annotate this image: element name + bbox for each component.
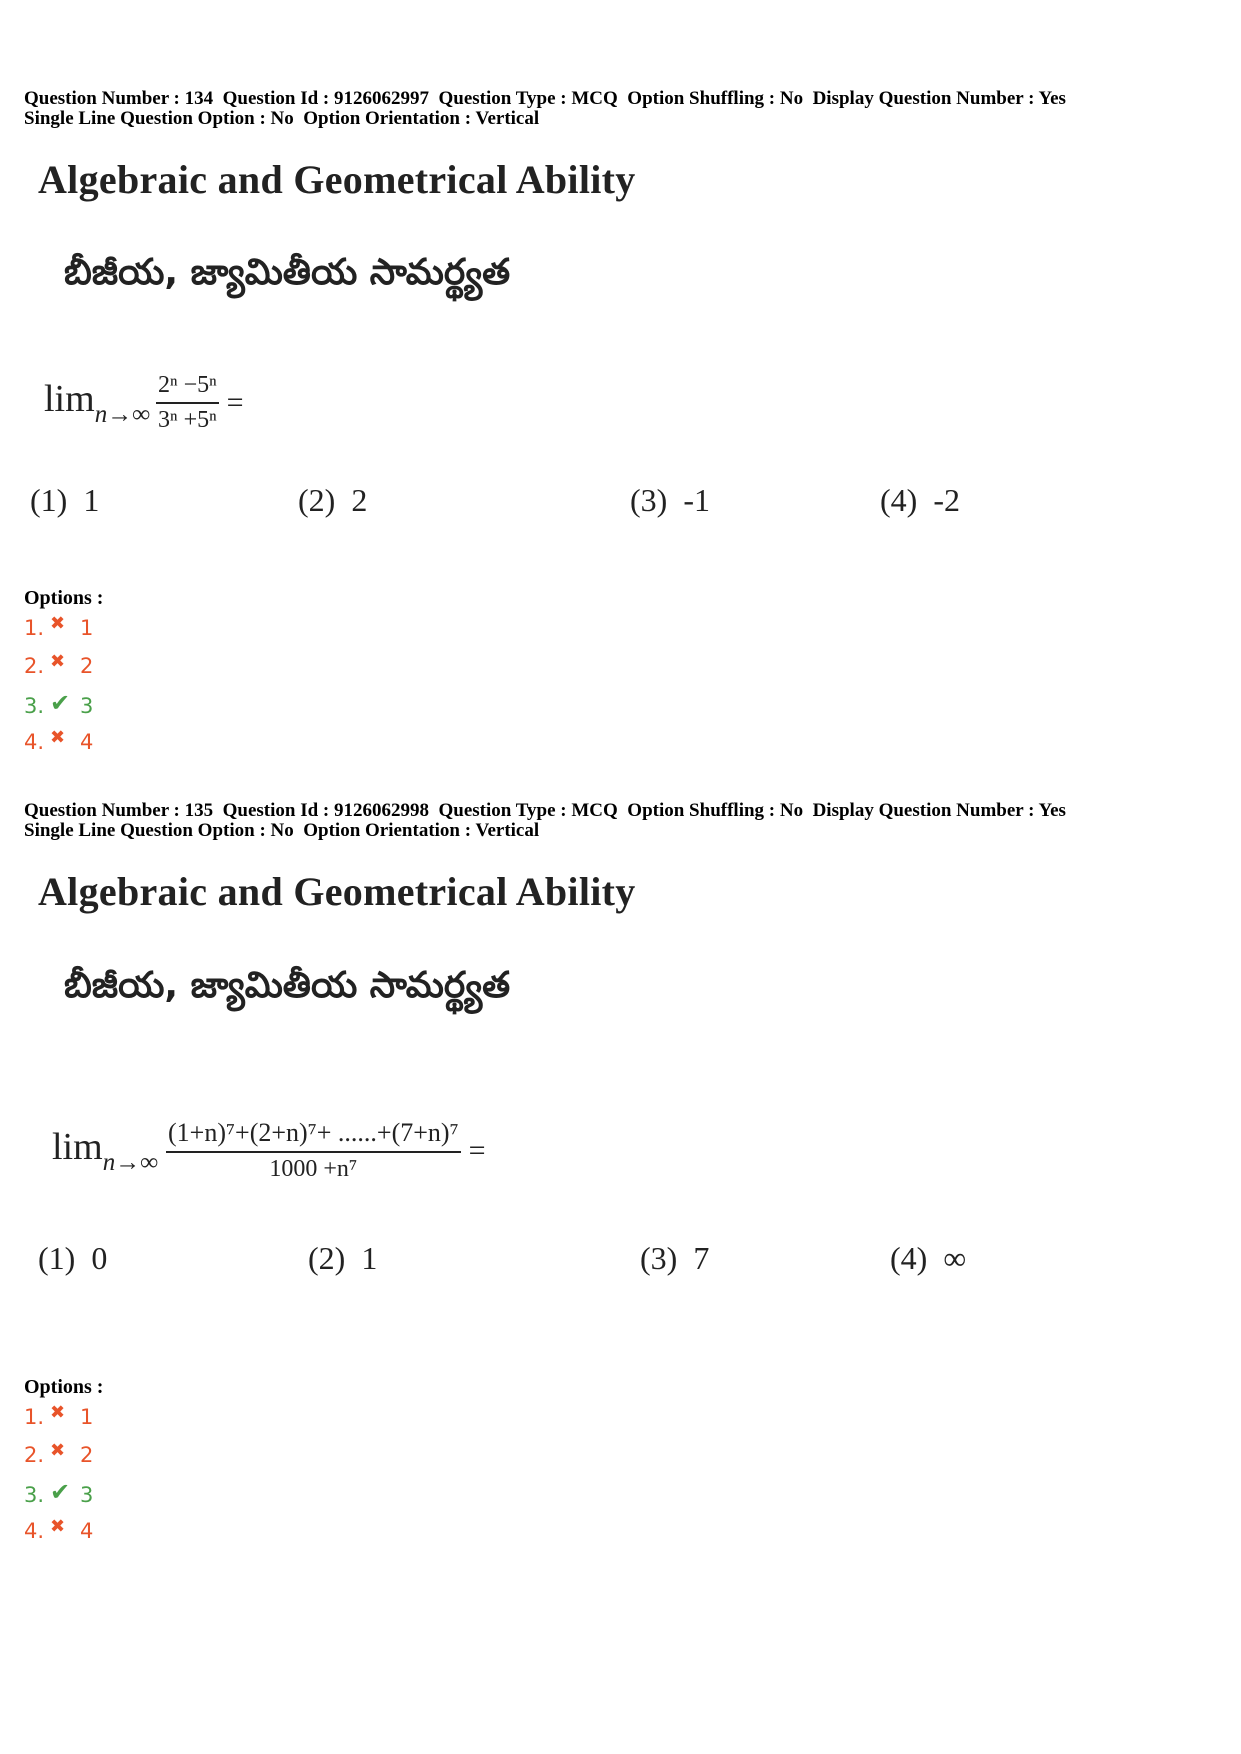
subject-heading-telugu: బీజీయ, జ్యామితీయ సామర్థ్యత	[64, 252, 511, 293]
question-meta-line-2: Single Line Question Option : No Option Orientation : Vertical	[24, 820, 540, 841]
wrong-cross-icon: ✖	[50, 1401, 66, 1423]
fraction	[156, 372, 219, 434]
choice-4: (4) ∞	[890, 1240, 967, 1276]
choice-3: (3) -1	[630, 482, 710, 518]
question-expression	[44, 372, 244, 434]
options-label: Options :	[24, 587, 104, 609]
choice-2: (2) 1	[308, 1240, 378, 1276]
fraction-denominator: 1000 +n⁷	[269, 1156, 358, 1182]
option-row: 1. ✖ 1	[24, 1401, 94, 1429]
question-meta-line-1: Question Number : 134 Question Id : 9126062997 Question Type : MCQ Option Shuffling : No Display Question Number : Yes	[24, 88, 1066, 109]
question-meta-line-2: Single Line Question Option : No Option Orientation : Vertical	[24, 108, 540, 129]
choice-3: (3) 7	[640, 1240, 710, 1276]
wrong-cross-icon: ✖	[50, 1515, 66, 1537]
correct-check-icon: ✔	[50, 1478, 71, 1506]
choice-1: (1) 1	[30, 482, 100, 518]
fraction-denominator: 3ⁿ +5ⁿ	[158, 407, 217, 433]
wrong-cross-icon: ✖	[50, 1439, 66, 1461]
fraction	[166, 1118, 461, 1183]
option-row: 1. ✖ 1	[24, 612, 94, 640]
wrong-cross-icon: ✖	[50, 650, 66, 672]
question-meta-line-1: Question Number : 135 Question Id : 9126062998 Question Type : MCQ Option Shuffling : No Display Question Number : Yes	[24, 800, 1066, 821]
fraction-numerator: 2ⁿ −5ⁿ	[156, 372, 219, 404]
limit-operator: $\lim_{n\to\infty}$	[52, 1125, 159, 1176]
option-row: 2. ✖ 2	[24, 1439, 94, 1467]
wrong-cross-icon: ✖	[50, 612, 66, 634]
option-row-correct: 3. ✔ 3	[24, 689, 94, 718]
subject-heading-telugu: బీజీయ, జ్యామితీయ సామర్థ్యత	[64, 965, 511, 1006]
question-expression	[52, 1118, 486, 1183]
choice-4: (4) -2	[880, 482, 960, 518]
limit-operator: $\lim_{n\to\infty}$	[44, 378, 151, 428]
option-row: 4. ✖ 4	[24, 726, 94, 754]
subject-heading-english: Algebraic and Geometrical Ability	[38, 869, 636, 914]
correct-check-icon: ✔	[50, 689, 71, 717]
wrong-cross-icon: ✖	[50, 726, 66, 748]
options-label: Options :	[24, 1376, 104, 1398]
subject-heading-english: Algebraic and Geometrical Ability	[38, 157, 636, 202]
option-row: 2. ✖ 2	[24, 650, 94, 678]
choice-1: (1) 0	[38, 1240, 108, 1276]
option-row: 4. ✖ 4	[24, 1515, 94, 1543]
equals-sign: =	[226, 386, 244, 419]
choice-2: (2) 2	[298, 482, 368, 518]
fraction-numerator: (1+n)⁷+(2+n)⁷+ ......+(7+n)⁷	[166, 1118, 461, 1153]
option-row-correct: 3. ✔ 3	[24, 1478, 94, 1507]
equals-sign: =	[468, 1133, 486, 1167]
